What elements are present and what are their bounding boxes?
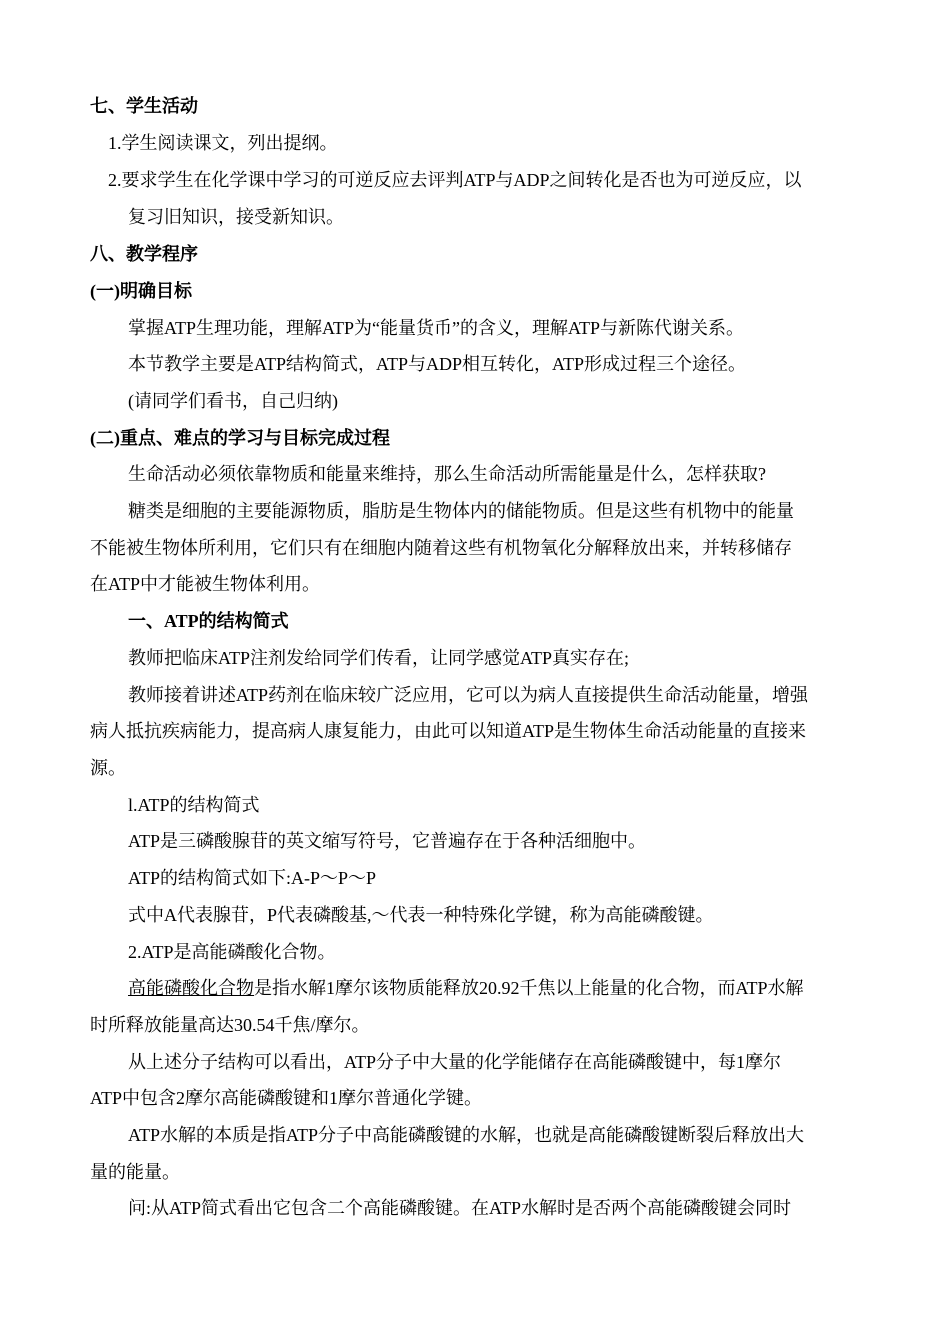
paragraph: 问:从ATP简式看出它包含二个高能磷酸键。在ATP水解时是否两个高能磷酸键会同时 xyxy=(128,1198,792,1218)
paragraph: (请同学们看书，自己归纳) xyxy=(128,391,338,411)
list-item: 2.要求学生在化学课中学习的可逆反应去评判ATP与ADP之间转化是否也为可逆反应，以 xyxy=(108,170,802,190)
paragraph-continuation: 量的能量。 xyxy=(90,1162,180,1182)
paragraph-text: 是指水解1摩尔该物质能释放20.92千焦以上能量的化合物，而ATP水解 xyxy=(254,978,804,998)
topic-heading: 一、ATP的结构简式 xyxy=(128,611,289,631)
paragraph: 从上述分子结构可以看出，ATP分子中大量的化学能储存在高能磷酸键中，每1摩尔 xyxy=(128,1052,782,1072)
formula-line: ATP的结构简式如下:A-P～P～P xyxy=(128,868,377,888)
item-title: 2.ATP是高能磷酸化合物。 xyxy=(128,942,336,962)
paragraph: 糖类是细胞的主要能源物质，脂肪是生物体内的储能物质。但是这些有机物中的能量 xyxy=(128,501,794,521)
paragraph: 本节教学主要是ATP结构简式，ATP与ADP相互转化，ATP形成过程三个途径。 xyxy=(128,354,747,374)
paragraph xyxy=(128,977,804,999)
item-title: l.ATP的结构简式 xyxy=(128,795,260,815)
paragraph-continuation: 在ATP中才能被生物体利用。 xyxy=(90,574,321,594)
paragraph: 教师把临床ATP注剂发给同学们传看，让同学感觉ATP真实存在; xyxy=(128,648,630,668)
list-item-continuation: 复习旧知识，接受新知识。 xyxy=(128,207,344,227)
section-heading: 八、教学程序 xyxy=(90,244,198,264)
paragraph-continuation: 源。 xyxy=(90,758,126,778)
paragraph: ATP是三磷酸腺苷的英文缩写符号，它普遍存在于各种活细胞中。 xyxy=(128,831,647,851)
subsection-heading: (二)重点、难点的学习与目标完成过程 xyxy=(90,428,390,448)
paragraph: 生命活动必须依靠物质和能量来维持，那么生命活动所需能量是什么，怎样获取? xyxy=(128,464,766,484)
section-heading: 七、学生活动 xyxy=(90,96,198,116)
paragraph: ATP水解的本质是指ATP分子中高能磷酸键的水解，也就是高能磷酸键断裂后释放出大 xyxy=(128,1125,805,1145)
underlined-term: 高能磷酸化合物 xyxy=(128,978,254,998)
paragraph: 掌握ATP生理功能，理解ATP为“能量货币”的含义，理解ATP与新陈代谢关系。 xyxy=(128,318,745,338)
subsection-heading: (一)明确目标 xyxy=(90,281,192,301)
paragraph-continuation: 时所释放能量高达30.54千焦/摩尔。 xyxy=(90,1015,370,1035)
paragraph-continuation: 病人抵抗疾病能力，提高病人康复能力，由此可以知道ATP是生物体生命活动能量的直接来 xyxy=(90,721,807,741)
paragraph-continuation: ATP中包含2摩尔高能磷酸键和1摩尔普通化学键。 xyxy=(90,1088,483,1108)
paragraph: 式中A代表腺苷，P代表磷酸基,～代表一种特殊化学键，称为高能磷酸键。 xyxy=(128,905,714,925)
paragraph: 教师接着讲述ATP药剂在临床较广泛应用，它可以为病人直接提供生命活动能量，增强 xyxy=(128,685,809,705)
list-item: 1.学生阅读课文，列出提纲。 xyxy=(108,133,338,153)
paragraph-continuation: 不能被生物体所利用，它们只有在细胞内随着这些有机物氧化分解释放出来，并转移储存 xyxy=(90,538,792,558)
